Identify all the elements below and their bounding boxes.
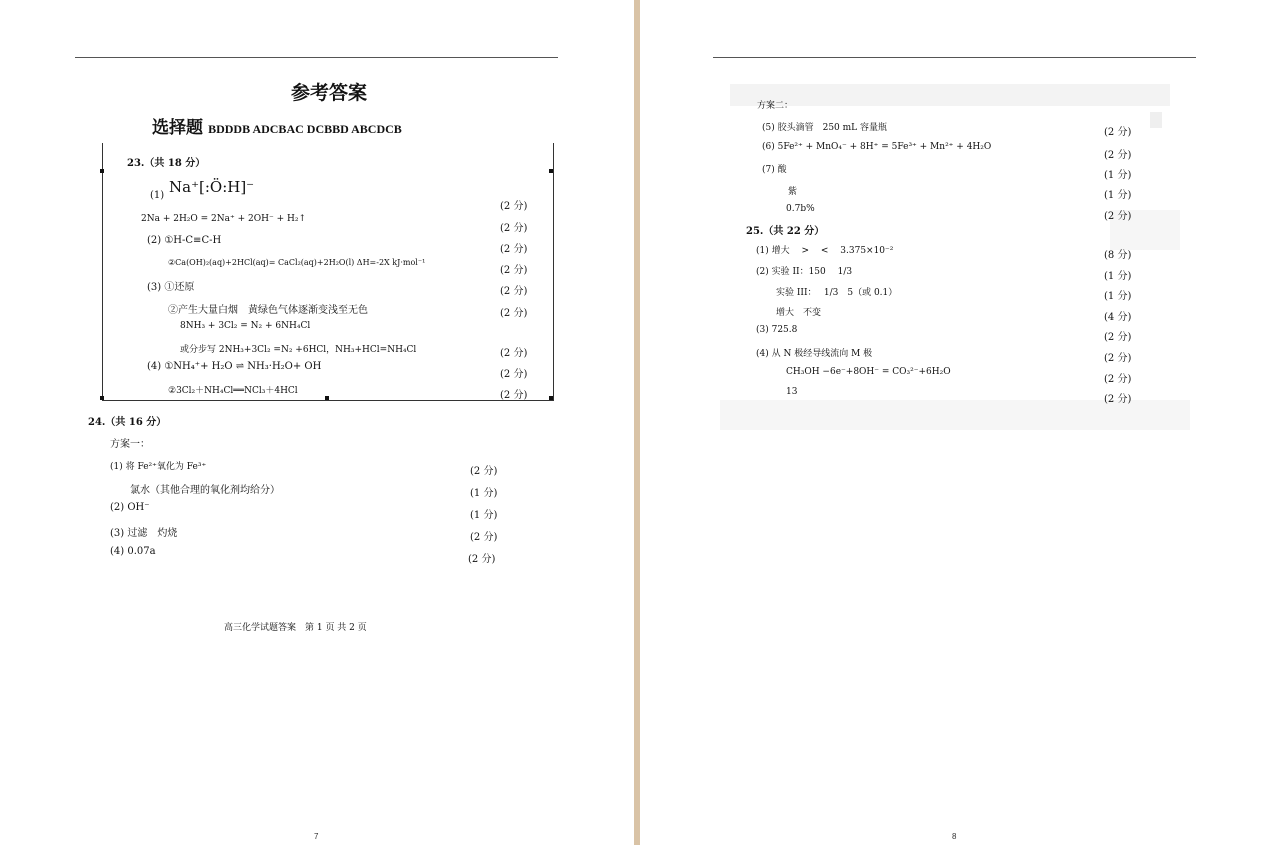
scheme-2-part7b-score: (1 分) [1104,190,1132,201]
q23-part4a: (4) ①NH₄⁺+ H₂O ⇌ NH₃·H₂O+ OH [147,361,322,372]
page-footer: 高三化学试题答案 第 1 页 共 2 页 [224,623,367,633]
q23-equation-1: 2Na + 2H₂O = 2Na⁺ + 2OH⁻ + H₂↑ [141,214,306,224]
q25-part3: (3) 725.8 [756,325,798,335]
scheme-2-part7c-score: (2 分) [1104,211,1132,222]
scheme-2-part5: (5) 胶头滴管 250 mL 容量瓶 [762,123,888,133]
scheme-2-part7a: (7) 酸 [762,165,787,175]
q23-part2a-score: (2 分) [500,244,528,255]
q23-part4b-score: (2 分) [500,390,528,401]
q24-header: 24.（共 16 分） [88,417,167,428]
scheme-2-part7b: 紫 [788,187,798,197]
scheme-2-part7a-score: (1 分) [1104,170,1132,181]
page-title: 参考答案 [291,82,368,104]
q25-part4b: CH₃OH −6e⁻+8OH⁻ = CO₃²⁻+6H₂O [786,367,951,377]
q25-part1-score: (8 分) [1104,250,1132,261]
scheme-2-part6-score: (2 分) [1104,150,1132,161]
q24-part1a-score: (2 分) [470,466,498,477]
scheme-2-part7c: 0.7b% [786,204,815,214]
q23-part2b-score: (2 分) [500,265,528,276]
q25-part4a-score: (2 分) [1104,353,1132,364]
q23-part1-score: (2 分) [500,201,528,212]
q25-part2b-score: (1 分) [1104,291,1132,302]
scheme-2-part5-score: (2 分) [1104,127,1132,138]
q25-part2a-score: (1 分) [1104,271,1132,282]
page-number: 7 [314,832,319,841]
q24-part4: (4) 0.07a [110,546,156,557]
q23-part3d-score: (2 分) [500,348,528,359]
multiple-choice-answers: BDDDB ADCBAC DCBBD ABCDCB [208,122,402,136]
q23-part3c: 8NH₃ + 3Cl₂ = N₂ + 6NH₄Cl [180,321,311,331]
q23-part3b: ②产生大量白烟 黄绿色气体逐渐变浅至无色 [168,305,368,316]
q24-scheme-label: 方案一： [110,439,150,450]
right-page [640,0,1267,845]
multiple-choice-label: 选择题 [152,118,203,138]
scan-marker [100,169,104,173]
q25-part4c: 13 [786,387,798,397]
scan-marker [325,396,329,400]
scan-marker [100,396,104,400]
q23-part2b: ②Ca(OH)₂(aq)+2HCl(aq)= CaCl₂(aq)+2H₂O(l) ΔH=-2X kJ·mol⁻¹ [168,258,426,267]
q23-electron-formula: Na⁺[:Ö:H]⁻ [169,178,255,196]
scan-noise [730,84,1170,106]
q24-part3-score: (2 分) [470,532,498,543]
scheme-2-label: 方案二： [757,101,794,111]
q25-part2a: (2) 实验 II：150 1/3 [756,267,853,277]
q25-part4c-score: (2 分) [1104,394,1132,405]
q25-header: 25.（共 22 分） [746,226,825,237]
q23-equation-1-score: (2 分) [500,223,528,234]
q24-part3: (3) 过滤 灼烧 [110,528,178,539]
scan-marker [549,169,553,173]
page-number: 8 [952,832,957,841]
q25-part2c: 增大 不变 [776,308,822,318]
q23-part3b-score: (2 分) [500,308,528,319]
q25-part3-score: (2 分) [1104,332,1132,343]
q24-part2-score: (1 分) [470,510,498,521]
q23-part4a-score: (2 分) [500,369,528,380]
q25-part4a: (4) 从 N 极经导线流向 M 极 [756,349,873,359]
q23-part4b: ②3Cl₂＋NH₄Cl══NCl₃＋4HCl [168,386,298,396]
q23-part1-label: (1) [150,190,165,201]
header-rule [75,57,558,58]
header-rule [713,57,1196,58]
q24-part4-score: (2 分) [468,554,496,565]
multiple-choice-row [152,113,402,138]
q24-part1a: (1) 将 Fe²⁺氧化为 Fe³⁺ [110,462,207,472]
q23-part3d: 或分步写 2NH₃+3Cl₂ =N₂ +6HCl，NH₃+HCl=NH₄Cl [180,345,417,355]
q25-part1: (1) 增大 > < 3.375×10⁻² [756,246,894,256]
q23-header: 23.（共 18 分） [127,158,206,169]
q24-part1b-score: (1 分) [470,488,498,499]
q23-part3a-score: (2 分) [500,286,528,297]
q24-part1b: 氯水（其他合理的氧化剂均给分） [130,485,280,496]
q25-part4b-score: (2 分) [1104,374,1132,385]
q25-part2b: 实验 III： 1/3 5（或 0.1） [776,288,898,298]
scan-noise [1150,112,1162,128]
q24-part2: (2) OH⁻ [110,502,150,513]
q23-part3a: (3) ①还原 [147,282,195,293]
q23-part2a: (2) ①H-C≡C-H [147,235,222,246]
scan-marker [549,396,553,400]
q25-part2c-score: (4 分) [1104,312,1132,323]
scheme-2-part6: (6) 5Fe²⁺ + MnO₄⁻ + 8H⁺ = 5Fe³⁺ + Mn²⁺ + 4H₂O [762,142,992,152]
